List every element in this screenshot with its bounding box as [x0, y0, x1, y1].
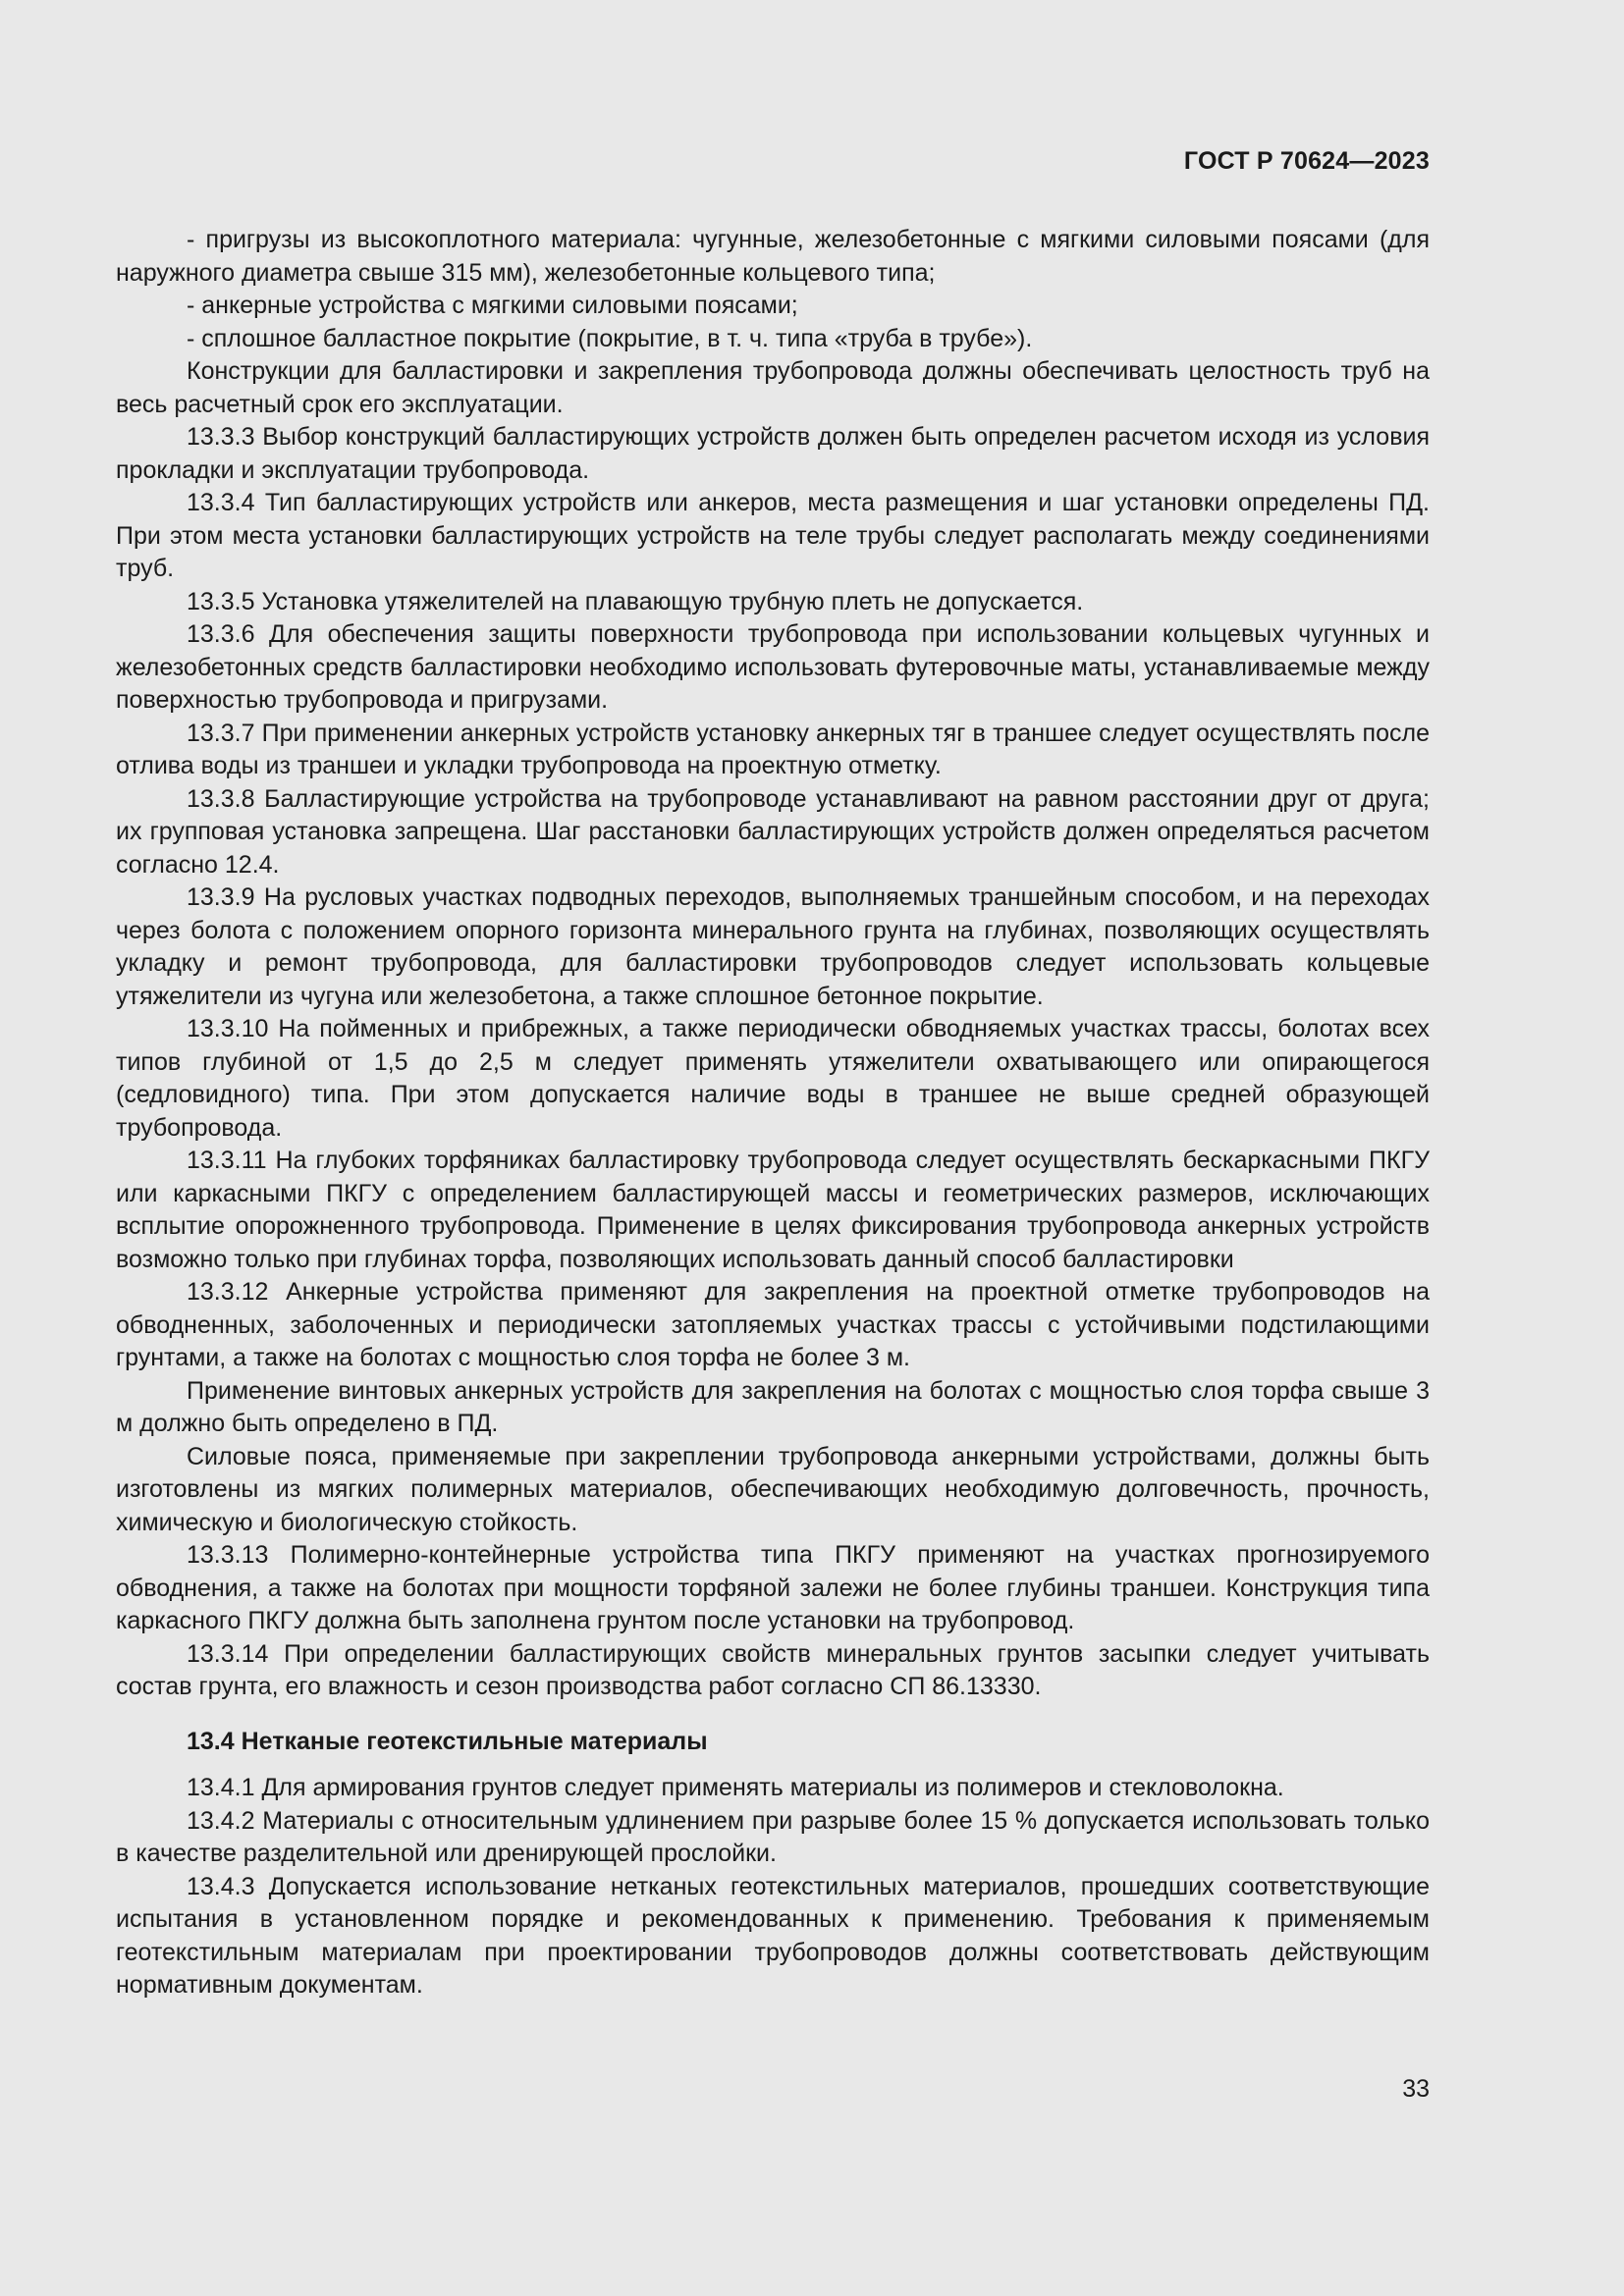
- paragraph: - пригрузы из высокоплотного материала: чугунные, железобетонные с мягкими силовыми поясами (для наружного диаметра свыше 315 мм), железобетонные кольцевого типа;: [116, 226, 1430, 287]
- paragraph: 13.3.3 Выбор конструкций балластирующих устройств должен быть определен расчетом исходя из условия прокладки и эксплуатации трубопровода.: [116, 423, 1430, 484]
- paragraph: 13.3.7 При применении анкерных устройств установку анкерных тяг в траншее следует осуществлять после отлива воды из траншеи и укладки трубопровода на проектную отметку.: [116, 719, 1430, 779]
- paragraph: 13.3.14 При определении балластирующих свойств минеральных грунтов засыпки следует учитывать состав грунта, его влажность и сезон производства работ согласно СП 86.13330.: [116, 1639, 1430, 1700]
- section-heading: 13.4 Нетканые геотекстильные материалы: [187, 1727, 708, 1755]
- paragraph: 13.3.9 На русловых участках подводных переходов, выполняемых траншейным способом, и на переходах через болота с положением опорного горизонта минерального грунта на глубинах, позволяющих осуществлять укладку и ремонт трубопровода, для балластировки трубопроводов следует использовать кольцевые утяжелители из чугуна или железобетона, а также сплошное бетонное покрытие.: [116, 883, 1430, 1010]
- paragraph: 13.3.11 На глубоких торфяниках балластировку трубопровода следует осуществлять бескаркасными ПКГУ или каркасными ПКГУ с определением балластирующей массы и геометрических размеров, исключающих всплытие опорожненного трубопровода. Применение в целях фиксирования трубопровода анкерных устройств возможно только при глубинах торфа, позволяющих использовать данный способ балластировки: [116, 1147, 1430, 1273]
- paragraph: 13.3.10 На пойменных и прибрежных, а также периодически обводняемых участках трассы, болотах всех типов глубиной от 1,5 до 2,5 м следует применять утяжелители охватывающего или опирающегося (седловидного) типа. При этом допускается наличие воды в траншее не выше средней образующей трубопровода.: [116, 1015, 1430, 1142]
- paragraph: Конструкции для балластировки и закрепления трубопровода должны обеспечивать целостность труб на весь расчетный срок его эксплуатации.: [116, 357, 1430, 418]
- paragraph: 13.4.1 Для армирования грунтов следует применять материалы из полимеров и стекловолокна.: [187, 1774, 1284, 1801]
- paragraph: - анкерные устройства с мягкими силовыми поясами;: [187, 292, 798, 319]
- paragraph: 13.4.3 Допускается использование нетканых геотекстильных материалов, прошедших соответствующие испытания в установленном порядке и рекомендованных к применению. Требования к применяемым геотекстильным материалам при проектировании трубопроводов должны соответствовать действующим нормативным документам.: [116, 1872, 1430, 1999]
- page-number: 33: [1402, 2075, 1430, 2103]
- paragraph: 13.3.12 Анкерные устройства применяют для закрепления на проектной отметке трубопроводов на обводненных, заболоченных и периодически затопляемых участках трассы с устойчивыми подстилающими грунтами, а также на болотах с мощностью слоя торфа не более 3 м.: [116, 1278, 1430, 1371]
- paragraph: 13.4.2 Материалы с относительным удлинением при разрыве более 15 % допускается использовать только в качестве разделительной или дренирующей прослойки.: [116, 1806, 1430, 1867]
- paragraph: 13.3.6 Для обеспечения защиты поверхности трубопровода при использовании кольцевых чугунных и железобетонных средств балластировки необходимо использовать футеровочные маты, устанавливаемые между поверхностью трубопровода и пригрузами.: [116, 620, 1430, 714]
- paragraph: 13.3.4 Тип балластирующих устройств или анкеров, места размещения и шаг установки определены ПД. При этом места установки балластирующих устройств на теле трубы следует располагать между соединениями труб.: [116, 489, 1430, 582]
- paragraph: 13.3.8 Балластирующие устройства на трубопроводе устанавливают на равном расстоянии друг от друга; их групповая установка запрещена. Шаг расстановки балластирующих устройств должен определяться расчетом согласно 12.4.: [116, 784, 1430, 879]
- paragraph: 13.3.5 Установка утяжелителей на плавающую трубную плеть не допускается.: [187, 587, 1084, 615]
- paragraph: 13.3.13 Полимерно-контейнерные устройства типа ПКГУ применяют на участках прогнозируемого обводнения, а также на болотах при мощности торфяной залежи не более глубины траншеи. Конструкция типа каркасного ПКГУ должна быть заполнена грунтом после установки на трубопровод.: [116, 1541, 1430, 1634]
- document-body: [116, 224, 1430, 2002]
- document-id-header: ГОСТ Р 70624—2023: [1183, 147, 1430, 175]
- paragraph: Применение винтовых анкерных устройств для закрепления на болотах с мощностью слоя торфа свыше 3 м должно быть определено в ПД.: [116, 1376, 1430, 1437]
- paragraph: - сплошное балластное покрытие (покрытие, в т. ч. типа «труба в трубе»).: [187, 324, 1033, 352]
- paragraph: Силовые пояса, применяемые при закреплении трубопровода анкерными устройствами, должны быть изготовлены из мягких полимерных материалов, обеспечивающих необходимую долговечность, прочность, химическую и биологическую стойкость.: [116, 1442, 1430, 1536]
